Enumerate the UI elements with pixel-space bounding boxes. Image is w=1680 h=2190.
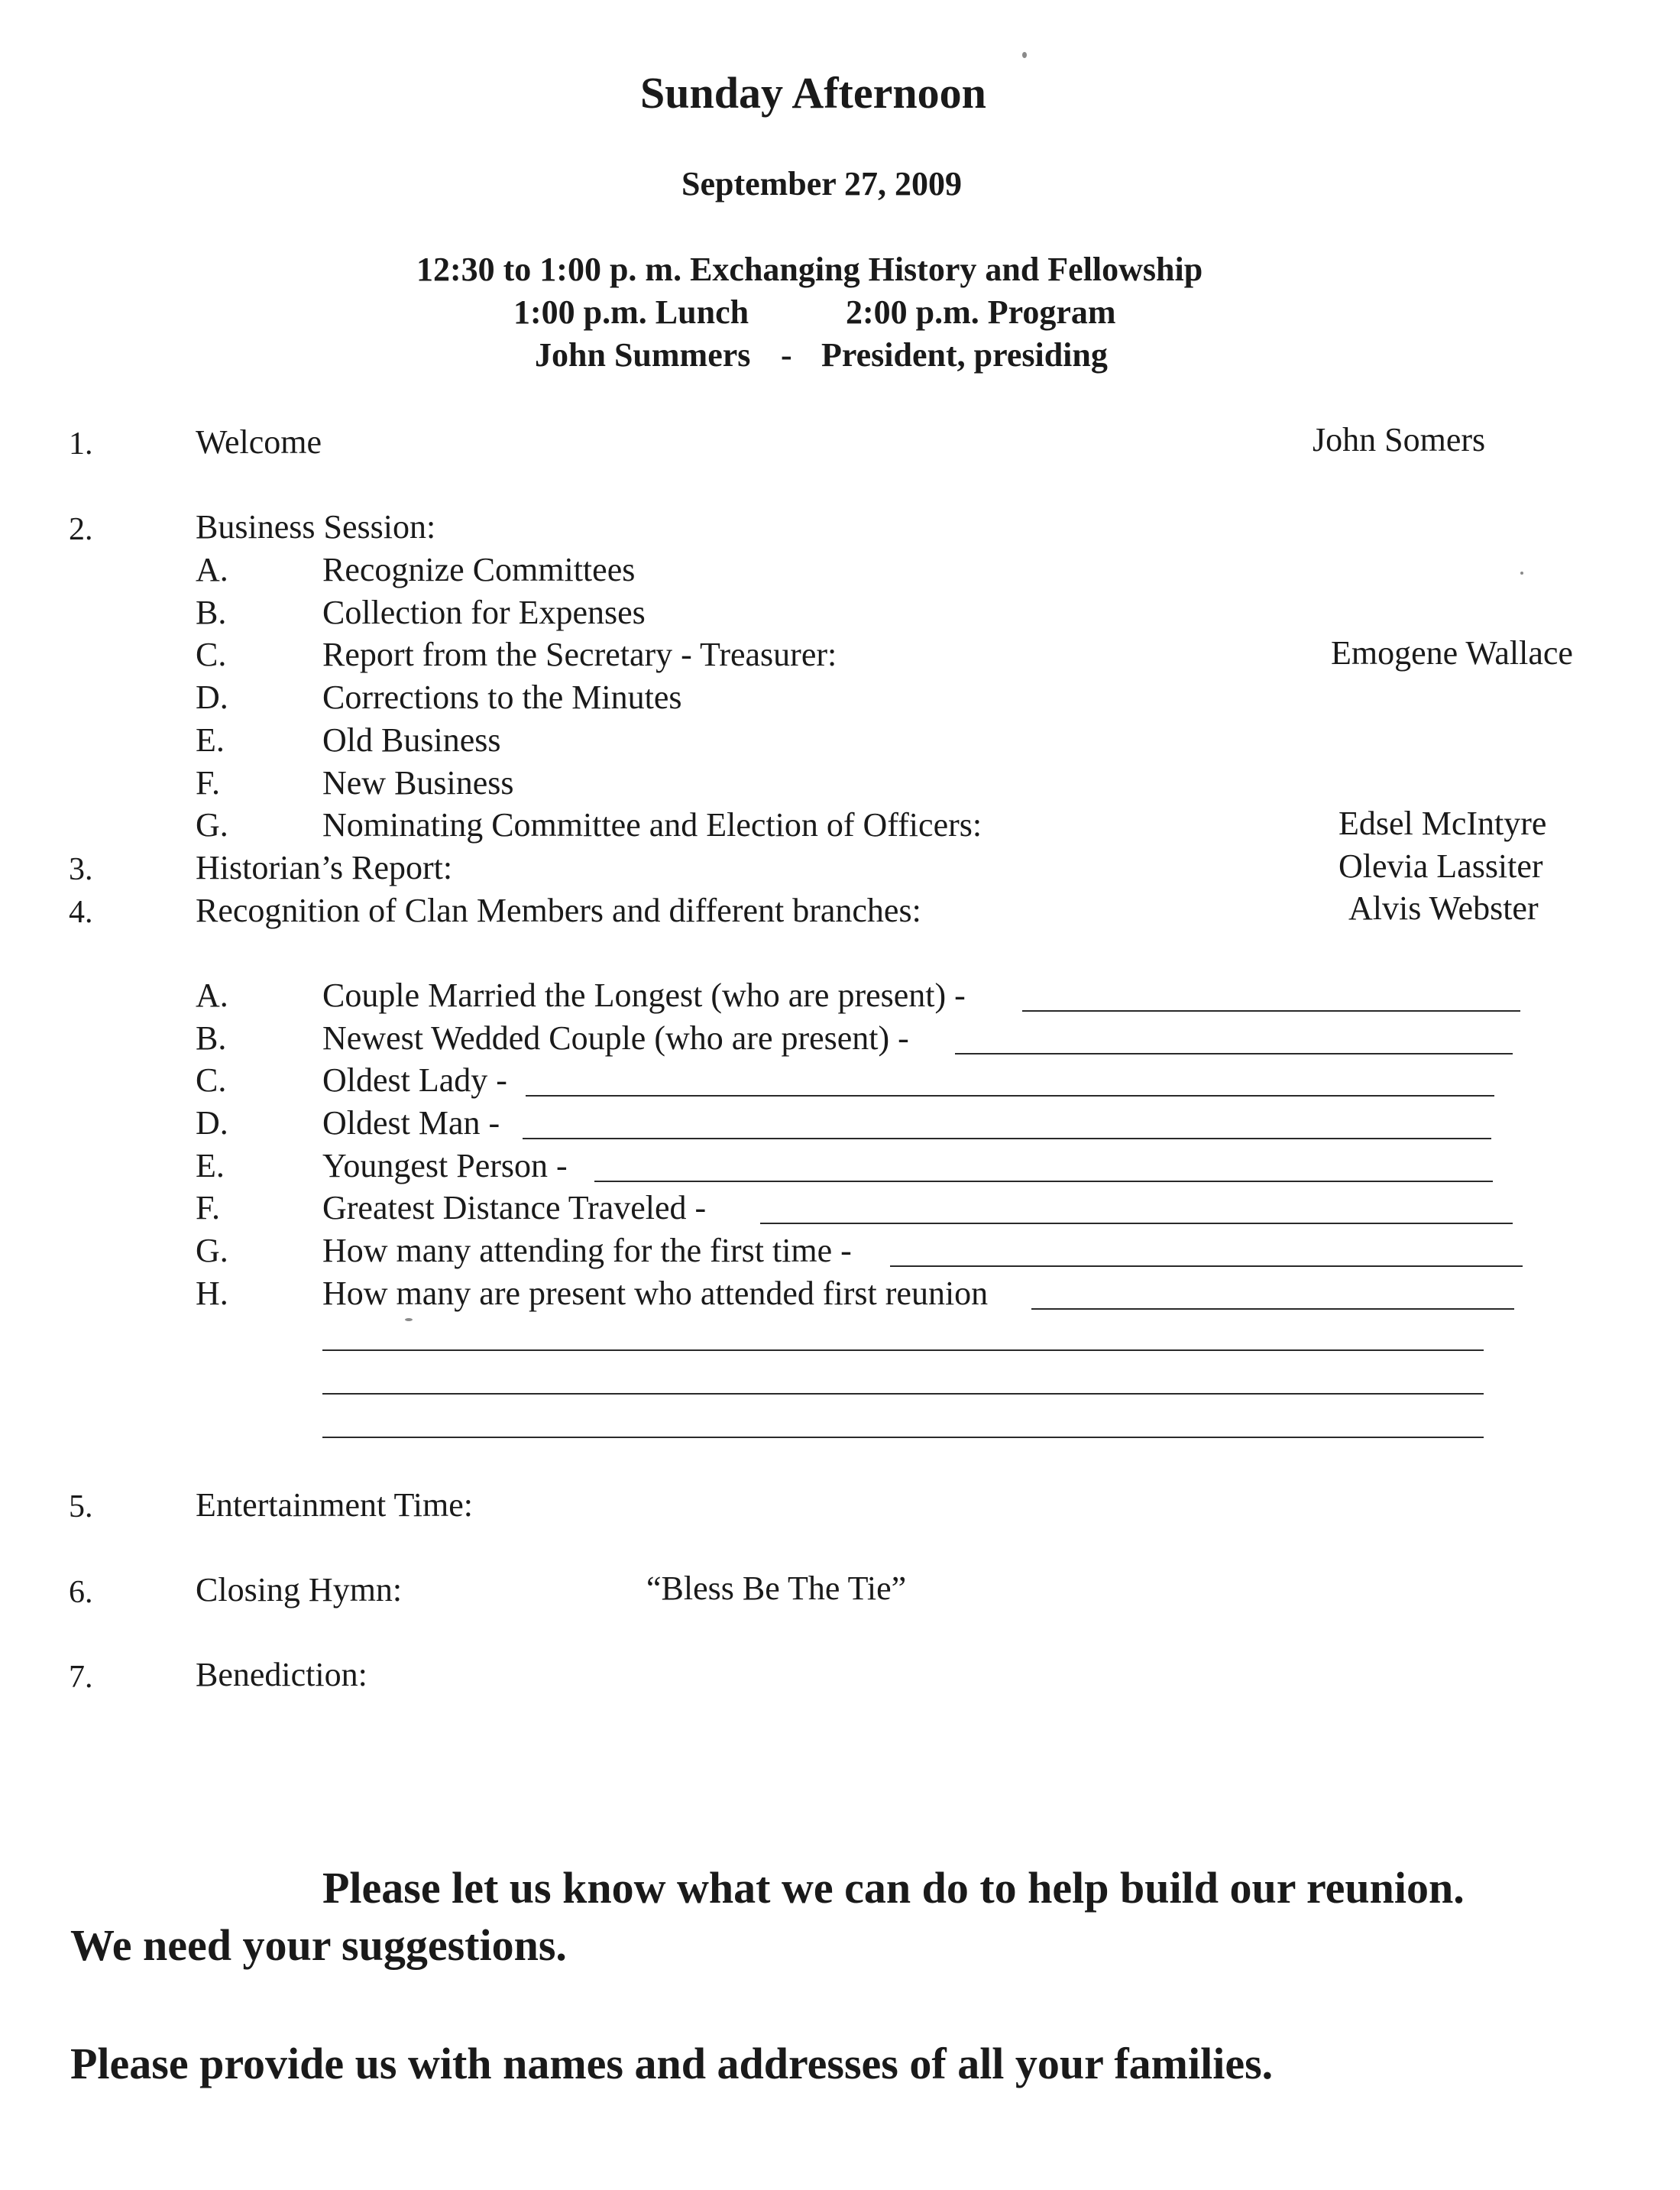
page-title: Sunday Afternoon [640,68,986,118]
sub-letter: E. [196,721,225,759]
item-number: 3. [69,852,93,887]
item-entertainment: Entertainment Time: [196,1486,473,1524]
event-date: September 27, 2009 [681,165,963,202]
fill-in-blank [1022,1010,1520,1012]
sub-letter: G. [196,1232,228,1269]
scan-speck [405,1318,413,1321]
fill-in-blank [594,1181,1493,1182]
fill-in-blank [760,1223,1513,1224]
item-closing-hymn: Closing Hymn: [196,1571,403,1608]
scan-speck [1520,572,1523,575]
sub-letter: A. [196,977,228,1014]
fill-in-blank [890,1265,1523,1267]
sub-letter: H. [196,1275,228,1312]
business-item: Report from the Secretary - Treasurer: [322,636,837,673]
sub-letter: F. [196,764,220,802]
footer-suggestions: We need your suggestions. [70,1920,567,1970]
hymn-title: “Bless Be The Tie” [646,1570,907,1607]
footer-reunion-help: Please let us know what we can do to help build our reunion. [322,1863,1465,1913]
item-number: 1. [69,426,93,462]
business-item: Collection for Expenses [322,594,646,631]
item-business-session: Business Session: [196,508,436,546]
scan-speck [1022,52,1027,58]
business-item: Old Business [322,721,501,759]
presider-dash: - [781,336,792,374]
sub-letter: D. [196,1104,228,1142]
recognition-item: Oldest Man - [322,1104,500,1142]
fill-in-blank [523,1138,1491,1139]
item-number: 5. [69,1489,93,1524]
sub-letter: A. [196,551,228,588]
presider-name: John Summers [535,336,751,374]
fill-in-blank [322,1437,1484,1438]
recognition-item: Greatest Distance Traveled - [322,1189,707,1226]
item-person: Edsel McIntyre [1338,805,1547,842]
fill-in-blank [955,1053,1513,1055]
business-item: Recognize Committees [322,551,636,588]
schedule-line: 12:30 to 1:00 p. m. Exchanging History and Fellowship [416,251,1203,288]
item-recognition: Recognition of Clan Members and different branches: [196,892,921,929]
program-time: 2:00 p.m. Program [846,293,1116,331]
recognition-item: How many are present who attended first reunion [322,1275,989,1312]
item-person: John Somers [1313,421,1486,458]
sub-letter: E. [196,1147,225,1184]
item-person: Alvis Webster [1348,889,1539,927]
sub-letter: C. [196,1061,227,1099]
business-item: Nominating Committee and Election of Officers: [322,806,982,844]
fill-in-blank [322,1393,1484,1395]
lunch-time: 1:00 p.m. Lunch [513,293,749,331]
sub-letter: F. [196,1189,220,1226]
business-item: Corrections to the Minutes [322,679,682,716]
recognition-item: How many attending for the first time - [322,1232,852,1269]
fill-in-blank [526,1095,1494,1097]
item-person: Emogene Wallace [1331,634,1573,672]
presider-role: President, presiding [821,336,1108,374]
recognition-item: Youngest Person - [322,1147,568,1184]
sub-letter: B. [196,1019,227,1057]
recognition-item: Couple Married the Longest (who are present) - [322,977,966,1014]
sub-letter: D. [196,679,228,716]
item-benediction: Benediction: [196,1656,367,1693]
footer-addresses: Please provide us with names and addresses of all your families. [70,2039,1274,2088]
sub-letter: B. [196,594,227,631]
fill-in-blank [1031,1308,1514,1310]
item-historian: Historian’s Report: [196,849,453,886]
item-welcome: Welcome [196,423,322,461]
recognition-item: Oldest Lady - [322,1061,507,1099]
item-number: 6. [69,1575,93,1610]
sub-letter: C. [196,636,227,673]
sub-letter: G. [196,806,228,844]
fill-in-blank [322,1349,1484,1351]
recognition-item: Newest Wedded Couple (who are present) - [322,1019,909,1057]
item-number: 7. [69,1660,93,1695]
item-person: Olevia Lassiter [1338,847,1543,885]
item-number: 4. [69,895,93,930]
item-number: 2. [69,512,93,547]
business-item: New Business [322,764,514,802]
